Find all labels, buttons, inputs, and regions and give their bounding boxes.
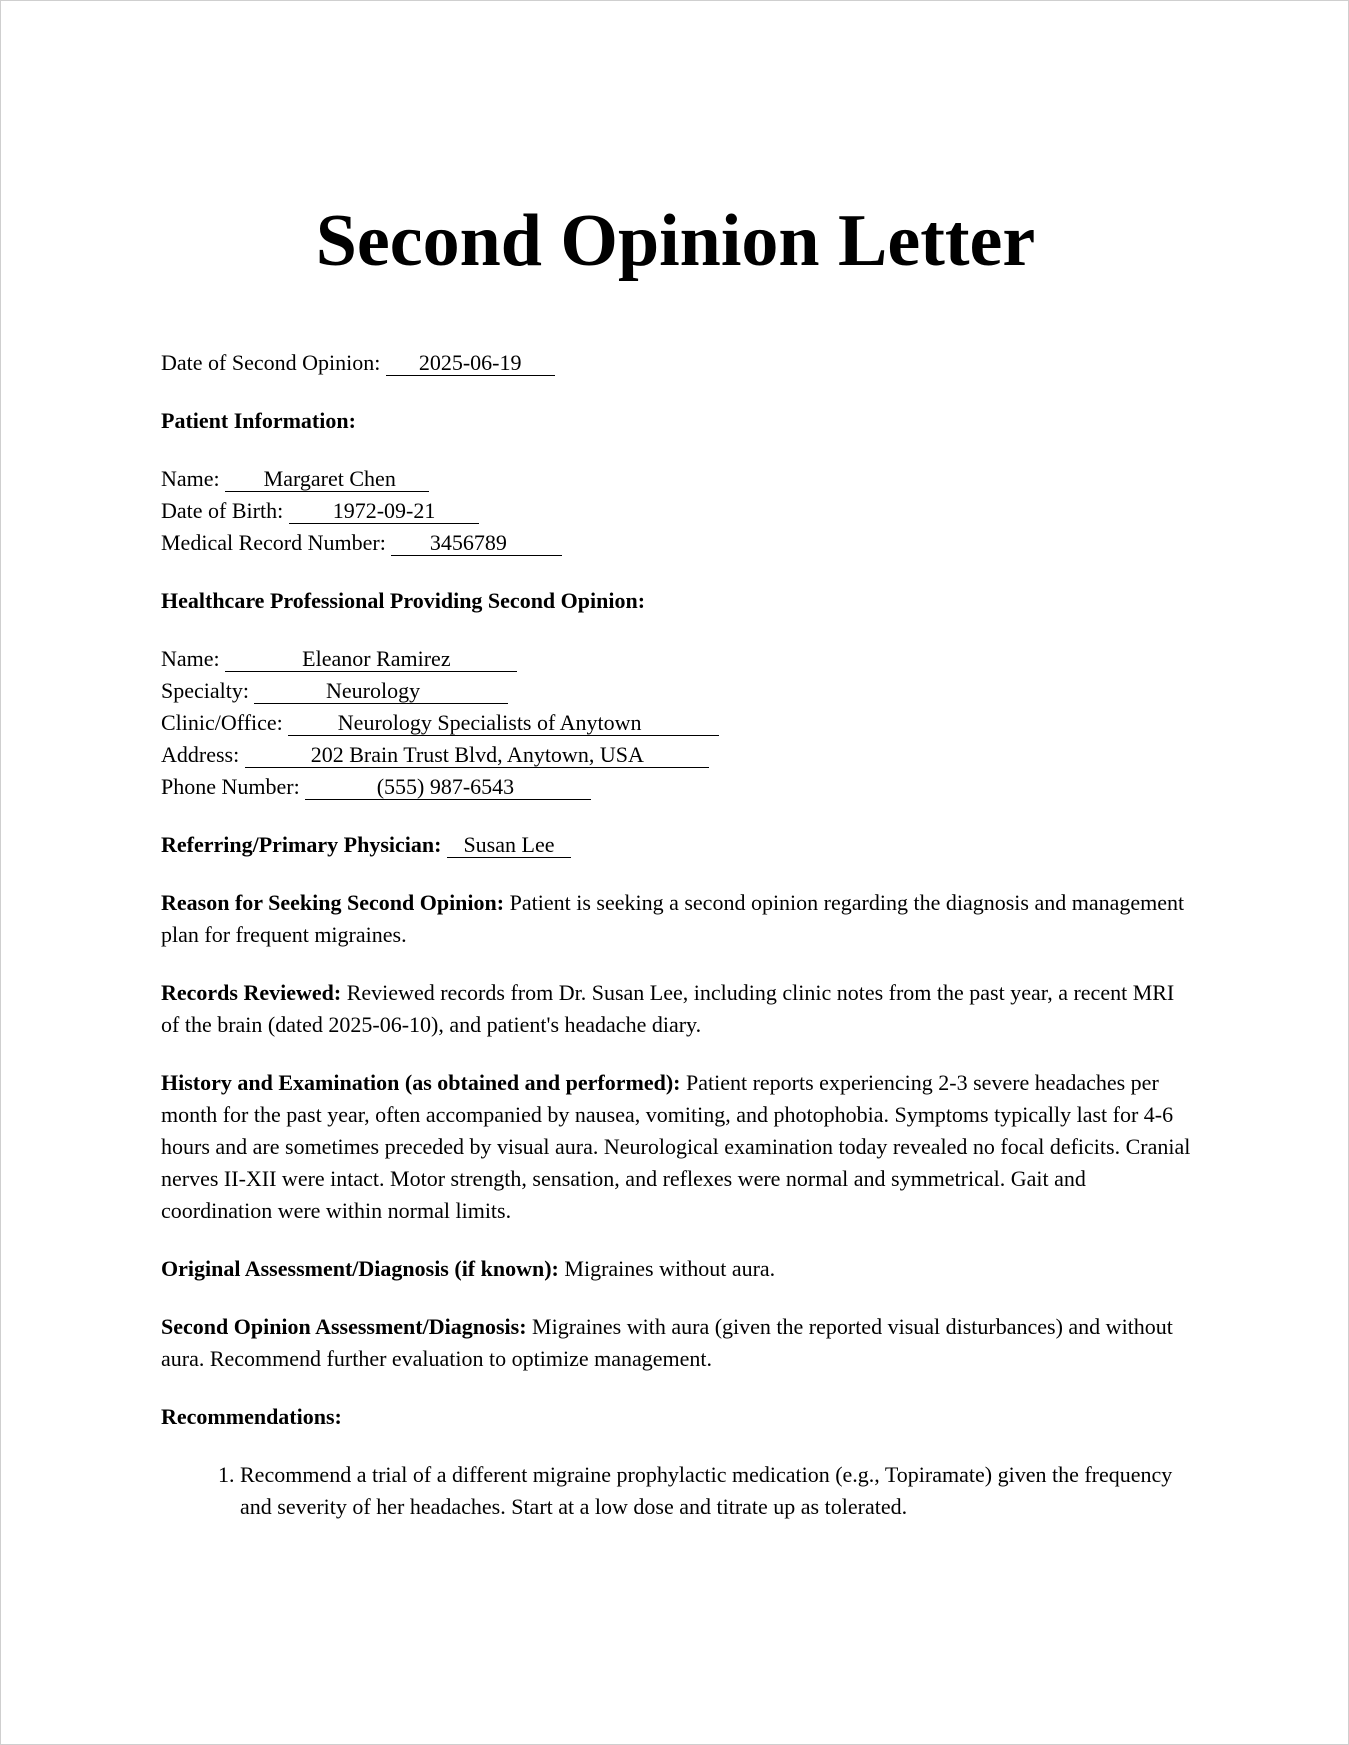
history-label: History and Examination (as obtained and performed): [161, 1070, 681, 1095]
phone-label: Phone Number: [161, 774, 300, 799]
records-paragraph [161, 977, 1191, 1041]
specialty-label: Specialty: [161, 678, 249, 703]
patient-mrn-row [161, 527, 1191, 559]
referring-row [161, 829, 1191, 861]
second-opinion-text: Migraines with aura (given the reported visual disturbances) and without aura. Recommend further evaluation to optimize management. [161, 1314, 1173, 1371]
phone-field[interactable] [305, 775, 591, 800]
specialty-field[interactable] [254, 679, 508, 704]
referring-field[interactable] [447, 833, 571, 858]
second-opinion-paragraph [161, 1311, 1191, 1375]
document-content [161, 199, 1191, 1523]
second-opinion-label: Second Opinion Assessment/Diagnosis: [161, 1314, 527, 1339]
specialty-row [161, 675, 1191, 707]
address-label: Address: [161, 742, 240, 767]
date-row [161, 347, 1191, 379]
clinic-value: Neurology Specialists of Anytown [337, 710, 642, 735]
patient-dob-value: 1972-09-21 [332, 498, 436, 523]
document-title: Second Opinion Letter [315, 200, 1036, 282]
professional-heading: Healthcare Professional Providing Second Opinion: [161, 588, 646, 613]
history-paragraph [161, 1067, 1191, 1227]
patient-dob-row [161, 495, 1191, 527]
clinic-field[interactable] [288, 711, 718, 736]
records-text: Reviewed records from Dr. Susan Lee, including clinic notes from the past year, a recent MRI of the brain (dated 2025-06-10), and patient's headache diary. [161, 980, 1175, 1037]
original-label: Original Assessment/Diagnosis (if known): [161, 1256, 559, 1281]
patient-mrn-value: 3456789 [429, 530, 507, 555]
reason-paragraph [161, 887, 1191, 951]
professional-name-value: Eleanor Ramirez [302, 646, 451, 671]
records-label: Records Reviewed: [161, 980, 342, 1005]
patient-mrn-label: Medical Record Number: [161, 530, 386, 555]
reason-label: Reason for Seeking Second Opinion: [161, 890, 505, 915]
date-label: Date of Second Opinion: [161, 350, 381, 375]
address-field[interactable] [245, 743, 709, 768]
patient-name-row [161, 463, 1191, 495]
professional-name-row [161, 643, 1191, 675]
address-row [161, 739, 1191, 771]
patient-mrn-field[interactable] [391, 531, 562, 556]
patient-name-value: Margaret Chen [263, 466, 396, 491]
referring-label: Referring/Primary Physician: [161, 832, 442, 857]
patient-heading: Patient Information: [161, 408, 356, 433]
date-field[interactable] [386, 351, 555, 376]
phone-row [161, 771, 1191, 803]
patient-dob-label: Date of Birth: [161, 498, 284, 523]
clinic-label: Clinic/Office: [161, 710, 283, 735]
professional-name-label: Name: [161, 646, 220, 671]
history-text: Patient reports experiencing 2-3 severe headaches per month for the past year, often accompanied by nausea, vomiting, and photophobia. Symptoms typically last for 4-6 hours and are sometimes preceded by visual aura. Neurological examination today revealed no focal deficits. Cranial nerves II-XII were intact. Motor strength, sensation, and reflexes were normal and symmetrical. Gait and coordination were within normal limits. [161, 1070, 1191, 1223]
reason-text: Patient is seeking a second opinion regarding the diagnosis and management plan for frequent migraines. [161, 890, 1185, 947]
date-value: 2025-06-19 [418, 350, 522, 375]
specialty-value: Neurology [325, 678, 421, 703]
referring-value: Susan Lee [463, 832, 555, 857]
patient-name-label: Name: [161, 466, 220, 491]
recommendations-list [161, 1459, 1191, 1523]
patient-dob-field[interactable] [289, 499, 480, 524]
professional-name-field[interactable] [225, 647, 516, 672]
original-paragraph [161, 1253, 1191, 1285]
original-text: Migraines without aura. [564, 1256, 776, 1281]
phone-value: (555) 987-6543 [376, 774, 515, 799]
patient-name-field[interactable] [225, 467, 429, 492]
address-value: 202 Brain Trust Blvd, Anytown, USA [310, 742, 643, 767]
recommendations-heading: Recommendations: [161, 1404, 342, 1429]
recommendation-item: 1. Recommend a trial of a different migraine prophylactic medication (e.g., Topiramate) given the frequency and severity of her headaches. Start at a low dose and titrate up as tolerated. [240, 1459, 1191, 1523]
clinic-row [161, 707, 1191, 739]
